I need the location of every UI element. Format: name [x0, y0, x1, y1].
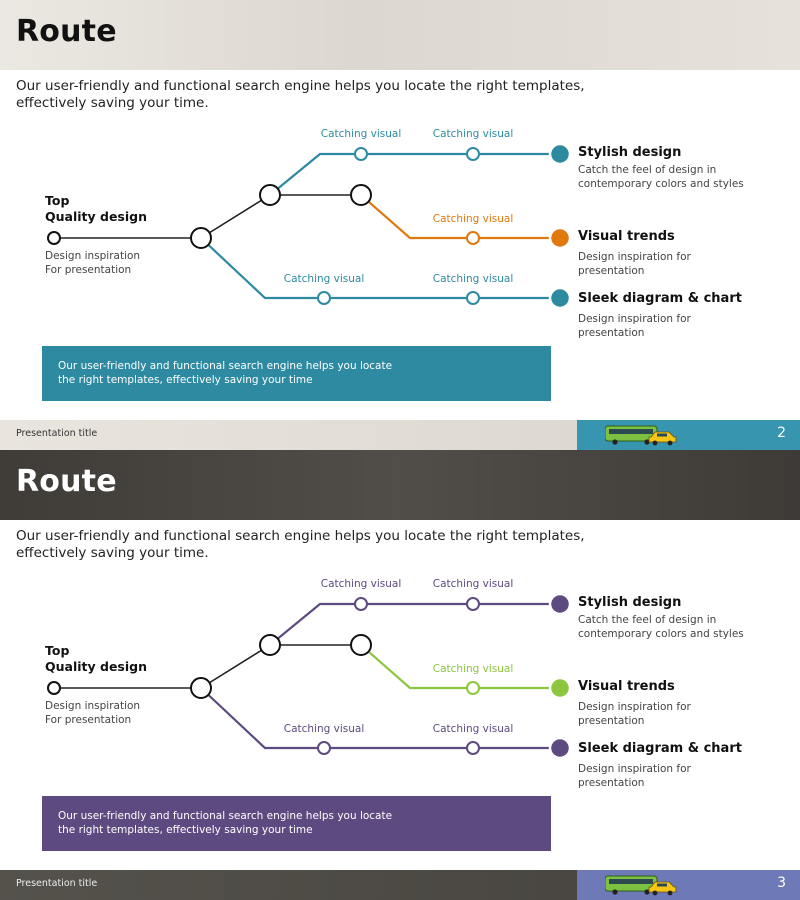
- footer-title: Presentation title: [16, 428, 98, 439]
- junction-node: [260, 635, 280, 655]
- route-bottom: [201, 238, 560, 298]
- waypoint-label: Catching visual: [283, 723, 365, 735]
- start-desc-line: For presentation: [45, 713, 132, 726]
- destination-node-visual: [550, 228, 570, 248]
- desc-line: presentation: [578, 326, 645, 339]
- start-title-line: Top: [45, 643, 70, 658]
- destination-title: Stylish design: [578, 145, 682, 160]
- start-title-line: Quality design: [45, 659, 148, 674]
- start-description: [45, 700, 185, 727]
- destination-description: [578, 701, 768, 728]
- waypoint-node: [318, 292, 330, 304]
- destination-description: [578, 313, 768, 340]
- desc-line: contemporary colors and styles: [578, 177, 744, 190]
- slide-title: Route: [16, 14, 117, 49]
- start-title: [45, 193, 175, 225]
- destination-title: Visual trends: [578, 679, 675, 694]
- route-bottom: [201, 688, 560, 748]
- slide-title: Route: [16, 464, 117, 499]
- waypoint-node: [467, 292, 479, 304]
- desc-line: Catch the feel of design in: [578, 614, 717, 626]
- waypoint-node: [467, 682, 479, 694]
- start-desc-line: For presentation: [45, 263, 132, 276]
- waypoint-node: [467, 232, 479, 244]
- destination-description: [578, 614, 768, 641]
- destination-title: Sleek diagram & chart: [578, 741, 742, 756]
- waypoint-node: [467, 742, 479, 754]
- destination-node-stylish: [550, 594, 570, 614]
- desc-line: Design inspiration for: [578, 763, 691, 775]
- desc-line: Design inspiration for: [578, 251, 691, 263]
- waypoint-node: [355, 148, 367, 160]
- desc-line: presentation: [578, 776, 645, 789]
- footer-panel: [577, 870, 800, 900]
- slide-3: [0, 450, 800, 900]
- waypoint-label: Catching visual: [432, 578, 514, 590]
- desc-line: Design inspiration for: [578, 313, 691, 325]
- waypoint-label: Catching visual: [432, 663, 514, 675]
- page-number: 2: [777, 425, 786, 441]
- banner-line: the right templates, effectively saving your time: [58, 824, 313, 836]
- waypoint-node: [318, 742, 330, 754]
- junction-node: [191, 228, 211, 248]
- desc-line: presentation: [578, 714, 645, 727]
- destination-node-sleek: [550, 288, 570, 308]
- start-title-line: Top: [45, 193, 70, 208]
- destination-description: [578, 164, 768, 191]
- intro-text: Our user-friendly and functional search engine helps you locate the right templates, effectively saving your time.: [16, 528, 585, 561]
- start-title: [45, 643, 175, 675]
- junction-node: [351, 635, 371, 655]
- desc-line: Catch the feel of design in: [578, 164, 717, 176]
- banner-line: the right templates, effectively saving your time: [58, 374, 313, 386]
- waypoint-label: Catching visual: [320, 128, 402, 140]
- waypoint-node: [355, 598, 367, 610]
- slide-footer: [0, 420, 800, 450]
- waypoint-label: Catching visual: [432, 213, 514, 225]
- waypoint-node: [467, 148, 479, 160]
- footer-title: Presentation title: [16, 878, 98, 889]
- waypoint-label: Catching visual: [432, 723, 514, 735]
- route-top: [270, 154, 560, 195]
- waypoint-label: Catching visual: [283, 273, 365, 285]
- waypoint-label: Catching visual: [320, 578, 402, 590]
- destination-title: Visual trends: [578, 229, 675, 244]
- start-desc-line: Design inspiration: [45, 250, 141, 262]
- destination-title: Sleek diagram & chart: [578, 291, 742, 306]
- destination-node-sleek: [550, 738, 570, 758]
- junction-node: [351, 185, 371, 205]
- waypoint-label: Catching visual: [432, 128, 514, 140]
- page-number: 3: [777, 875, 786, 891]
- start-desc-line: Design inspiration: [45, 700, 141, 712]
- junction-node: [260, 185, 280, 205]
- desc-line: presentation: [578, 264, 645, 277]
- destination-title: Stylish design: [578, 595, 682, 610]
- banner-line: Our user-friendly and functional search engine helps you locate: [58, 360, 393, 372]
- start-description: [45, 250, 185, 277]
- slide-footer: [0, 870, 800, 900]
- destination-description: [578, 251, 768, 278]
- start-node: [48, 682, 60, 694]
- route-top: [270, 604, 560, 645]
- waypoint-node: [467, 598, 479, 610]
- desc-line: Design inspiration for: [578, 701, 691, 713]
- intro-text: Our user-friendly and functional search engine helps you locate the right templates, effectively saving your time.: [16, 78, 585, 111]
- bus-and-taxi-icon: [605, 874, 679, 896]
- junction-node: [191, 678, 211, 698]
- destination-node-visual: [550, 678, 570, 698]
- destination-node-stylish: [550, 144, 570, 164]
- desc-line: contemporary colors and styles: [578, 627, 744, 640]
- destination-description: [578, 763, 768, 790]
- start-node: [48, 232, 60, 244]
- banner-line: Our user-friendly and functional search engine helps you locate: [58, 810, 393, 822]
- bus-and-taxi-icon: [605, 424, 679, 446]
- waypoint-label: Catching visual: [432, 273, 514, 285]
- footer-panel: [577, 420, 800, 450]
- callout-banner: [42, 346, 551, 401]
- start-title-line: Quality design: [45, 209, 148, 224]
- callout-banner: [42, 796, 551, 851]
